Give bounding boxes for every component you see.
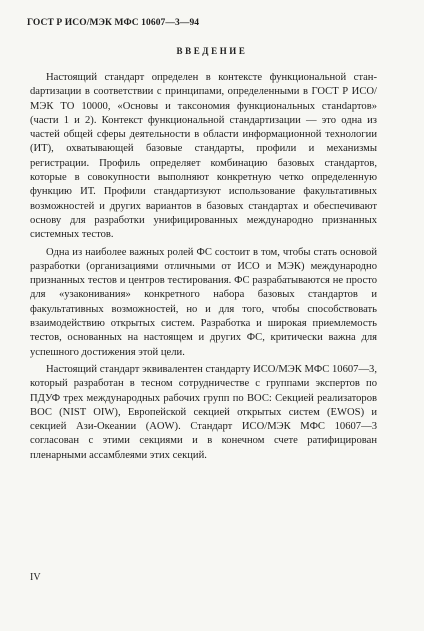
paragraph-3: Настоящий стандарт эквивалентен стандарту ИСО/МЭК МФС 10607—3, который разработан в тесном сотрудничестве с группами экспертов по ПДУФ трех международных рабочих групп по ВОС: Секцией реализаторов ВОС (NIST OIW), Европейской секцией открытых систем (EWOS) и секцией Ази-Океании (AOW). Стандарт ИСО/МЭК МФС 10607—3 согласован с этими секциями и в конечном счете ратифицирован пленарными ассамблеями этих секций. <box>30 363 377 461</box>
document-header: ГОСТ Р ИСО/МЭК МФС 10607—3—94 <box>27 18 200 28</box>
section-title: ВВЕДЕНИЕ <box>176 46 248 56</box>
document-body <box>30 71 377 466</box>
paragraph-2: Одна из наиболее важных ролей ФС состоит в том, чтобы стать основой разработки (организациями отличными от ИСО и МЭК) международно признанных тестов и центров тестирования. ФС разрабатываются не просто для «узаконивания» конкретного набора базовых стандартов и факультативных возможностей, но и для того, чтобы способствовать взаимодействию открытых систем. Разработка и широкая приемлемость тестов, основанных на настоящем и других ФС, критически важна для успешного достижения этой цели. <box>30 246 377 358</box>
page-number: IV <box>30 572 41 583</box>
paragraph-1: Настоящий стандарт определен в контексте функциональной станdартизации в соответствии с принципами, определенными в ГОСТ Р ИСО/МЭК ТО 10000, «Основы и таксономия функциональных станdартов» (части 1 и 2). Контекст функциональной стандартизации — это одна из частей общей сферы деятельности в области информационной технологии (ИТ), охватывающей базовые стандарты, профили и механизмы регистрации. Профиль определяет комбинацию базовых стандартов, которые в совокупности выполняют конкретную четко определенную функцию ИТ. Профили стандартизуют использование факультативных возможностей и других вариантов в базовых стандартах и обеспечивают основу для разработки унифицированных международно признанных системных тестов. <box>30 72 377 241</box>
